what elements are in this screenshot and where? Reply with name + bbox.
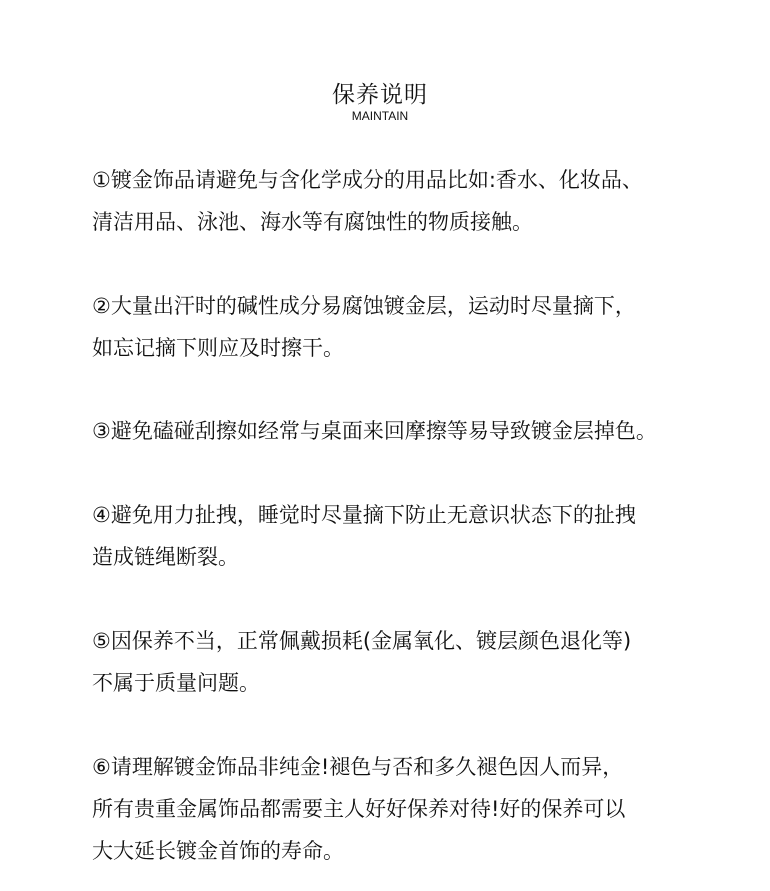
care-tip-4-line-1: ④避免用力扯拽，睡觉时尽量摘下防止无意识状态下的扯拽 xyxy=(92,503,636,527)
page-subtitle: MAINTAIN xyxy=(351,109,409,123)
care-tip-1-line-1: ①镀金饰品请避免与含化学成分的用品比如:香水、化妆品、 xyxy=(92,168,643,192)
care-tip-2-line-1: ②大量出汗时的碱性成分易腐蚀镀金层，运动时尽量摘下， xyxy=(92,294,636,318)
care-tip-2-line-2: 如忘记摘下则应及时擦干。 xyxy=(92,336,344,360)
care-tip-6-line-3: 大大延长镀金首饰的寿命。 xyxy=(92,839,344,863)
care-tip-4-line-2: 造成链绳断裂。 xyxy=(92,545,239,569)
care-tip-5 xyxy=(92,620,752,704)
care-tip-2 xyxy=(92,285,752,369)
care-tip-5-line-1: ⑤因保养不当，正常佩戴损耗(金属氧化、镀层颜色退化等) xyxy=(92,629,632,653)
care-tip-5-line-2: 不属于质量问题。 xyxy=(92,671,260,695)
care-tip-1-line-2: 清洁用品、泳池、海水等有腐蚀性的物质接触。 xyxy=(92,210,533,234)
care-tip-4 xyxy=(92,494,752,578)
care-tip-6 xyxy=(92,746,752,872)
care-tip-3 xyxy=(92,410,752,452)
page-title: 保养说明 xyxy=(332,82,428,108)
care-tip-3-line-1: ③避免磕碰刮擦如经常与桌面来回摩擦等易导致镀金层掉色。 xyxy=(92,419,657,443)
care-tip-6-line-2: 所有贵重金属饰品都需要主人好好保养对待!好的保养可以 xyxy=(92,797,626,821)
care-tip-6-line-1: ⑥请理解镀金饰品非纯金!褪色与否和多久褪色因人而异， xyxy=(92,755,624,779)
care-tip-1 xyxy=(92,159,752,243)
